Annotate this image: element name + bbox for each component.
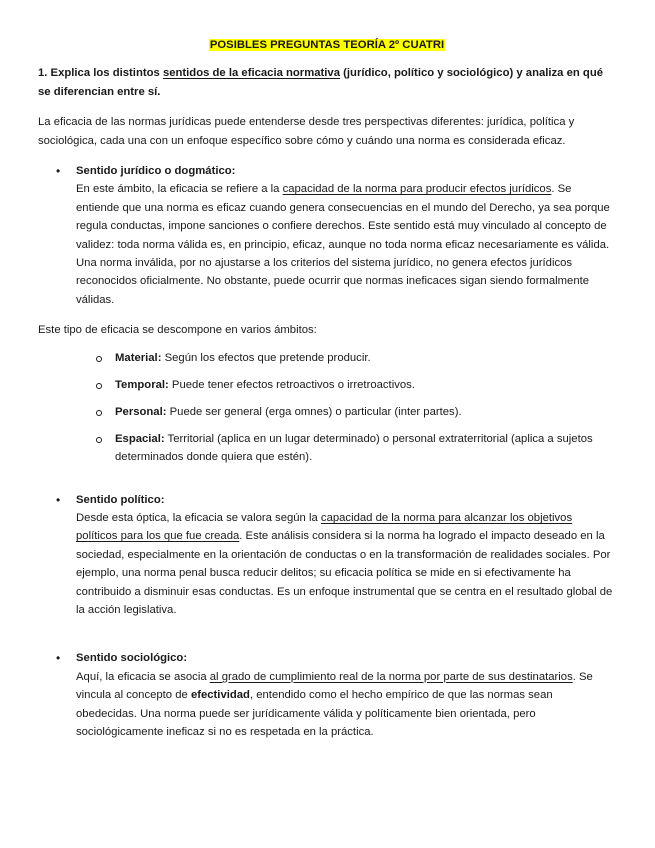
sociologico-text-1: Aquí, la eficacia se asocia	[76, 670, 210, 683]
senses-list-2	[38, 491, 616, 742]
ambito-label: Espacial:	[115, 432, 165, 445]
politico-underlined: capacidad de la norma para alcanzar los objetivos políticos para los que fue creada	[76, 511, 573, 543]
sociologico-bold: efectividad	[190, 689, 250, 702]
senses-list-1	[38, 162, 616, 309]
ambito-text: Puede ser general (erga omnes) o particular (inter partes).	[166, 405, 462, 418]
sociologico-text-2: . Se vincula al concepto de	[76, 670, 593, 702]
ambito-item	[38, 430, 616, 467]
ambito-text: Puede tener efectos retroactivos o irretroactivos.	[168, 378, 415, 391]
document-title	[38, 36, 616, 54]
question-suffix: (jurídico, político y sociológico) y analiza en qué se diferencian entre sí.	[38, 67, 604, 98]
ambito-text: Según los efectos que pretende producir.	[161, 351, 371, 364]
ambitos-intro: Este tipo de eficacia se descompone en varios ámbitos:	[38, 324, 317, 337]
politico-body	[76, 509, 616, 619]
politico-text-1: Desde esta óptica, la eficacia se valora según la	[76, 511, 321, 524]
juridico-heading: • Sentido jurídico o dogmático:	[76, 165, 236, 178]
ambito-item	[38, 349, 616, 367]
ambito-item	[38, 376, 616, 394]
list-item-politico	[38, 491, 616, 620]
ambitos-list	[38, 349, 616, 467]
ambito-label: Personal:	[115, 405, 167, 418]
juridico-text-1: En este ámbito, la eficacia se refiere a la	[76, 183, 283, 196]
sociologico-heading: • Sentido sociológico:	[76, 652, 188, 665]
sociologico-body	[76, 668, 616, 742]
ambito-label: Material:	[115, 351, 162, 364]
title-highlight: POSIBLES PREGUNTAS TEORÍA 2º CUATRI	[209, 39, 445, 51]
list-item-sociologico	[38, 649, 616, 741]
sociologico-text-3: , entendido como el hecho empírico de que las normas sean obedecidas. Una norma puede ser jurídicamente válida y políticamente bien orientada, pero sociológicamente ineficaz si no es respetada en la práctica.	[76, 689, 553, 738]
politico-heading: • Sentido político:	[76, 493, 165, 506]
question-underlined: sentidos de la eficacia normativa	[162, 67, 340, 80]
juridico-text-2: . Se entiende que una norma es eficaz cuando genera consecuencias en el mundo del Derecho, ya sea porque regula conductas, impone sanciones o confiere derechos. Este sentido está muy vinculado al concepto de validez: toda norma válida es, en principio, eficaz, aunque no toda norma eficaz necesariamente es válida. Una norma inválida, por no ajustarse a los criterios del sistema jurídico, no genera efectos jurídicos reconocidos oficialmente. No obstante, puede ocurrir que normas ineficaces sigan siendo formalmente válidas.	[76, 183, 610, 306]
document-page	[38, 36, 616, 753]
intro-paragraph: La eficacia de las normas jurídicas puede entenderse desde tres perspectivas diferentes: jurídica, política y sociológica, cada una con un enfoque específico sobre cómo y cuándo una norma es considerada eficaz.	[38, 116, 575, 147]
question-heading	[38, 64, 616, 101]
ambito-text: Territorial (aplica en un lugar determinado) o personal extraterritorial (aplica a sujetos determinados donde quiera que estén).	[115, 432, 593, 464]
politico-text-2: . Este análisis considera si la norma ha logrado el impacto deseado en la sociedad, especialmente en la orientación de conductas o en la transformación de realidades sociales. Por ejemplo, una norma penal busca reducir delitos; su eficacia política se mide en si efectivamente ha contribuido a disminuir esas conductas. Es un enfoque instrumental que se centra en el resultado global de la acción legislativa.	[76, 530, 613, 616]
list-item-juridico	[38, 162, 616, 309]
sociologico-underlined: al grado de cumplimiento real de la norma por parte de sus destinatarios	[209, 670, 573, 683]
ambito-item	[38, 403, 616, 421]
question-prefix: 1. Explica los distintos	[38, 67, 163, 80]
juridico-underlined: capacidad de la norma para producir efectos jurídicos	[282, 183, 552, 196]
ambito-label: Temporal:	[115, 378, 169, 391]
juridico-body	[76, 180, 616, 309]
